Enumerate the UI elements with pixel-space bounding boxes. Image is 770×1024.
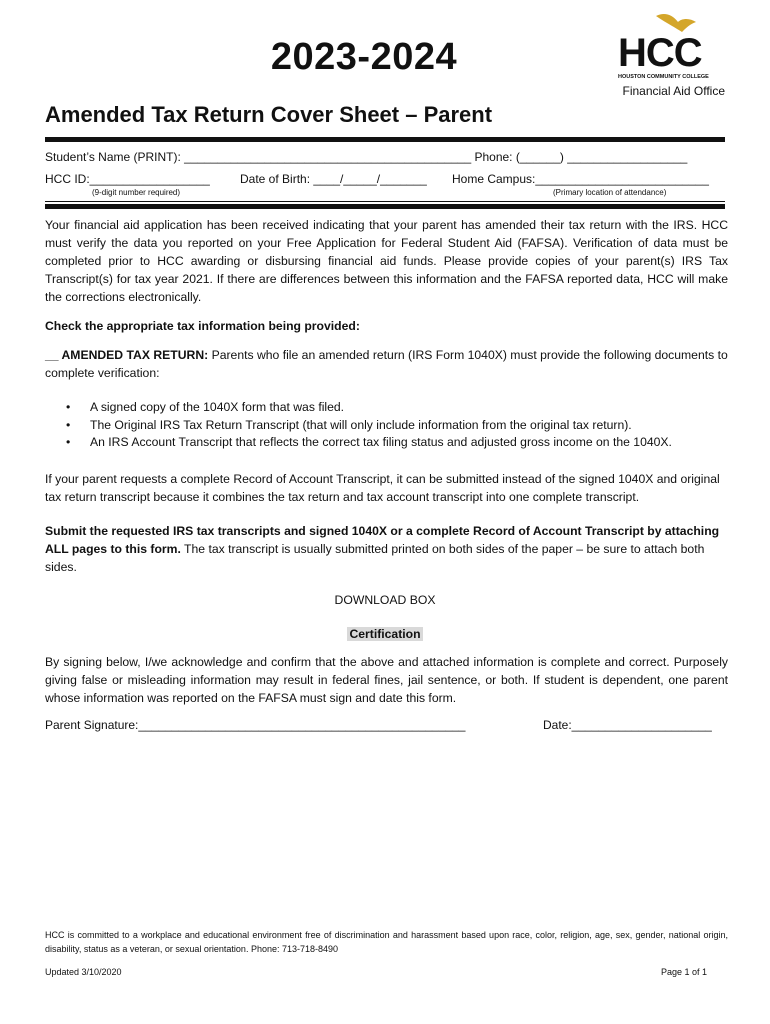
certification-text: By signing below, I/we acknowledge and confirm that the above and attached information is complete and correct. Purposely giving false or misleading information may result in federal fines, jail sentence, or both. If student is dependent, one parent whose information was reported on the FAFSA must sign and date this form. [45,655,728,705]
list-item: • An IRS Account Transcript that reflects the correct tax filing status and adjusted gross income on the 1040X. [66,434,726,452]
header-divider [45,137,725,142]
fields-divider [45,204,725,209]
bird-icon [656,14,696,32]
required-documents-list [66,399,726,452]
page-title: Amended Tax Return Cover Sheet – Parent [45,102,493,127]
submit-instructions-text: The tax transcript is usually submitted printed on both sides of the paper – be sure to attach both sides. [45,542,705,574]
office-label: Financial Aid Office [622,84,725,98]
amended-description: Parents who file an amended return (IRS Form 1040X) must provide the following documents to complete verification: [45,348,728,380]
updated-date: Updated 3/10/2020 [45,967,122,977]
date-of-birth-field[interactable]: Date of Birth: ____/_____/_______ [240,172,427,186]
signature-date-field[interactable]: Date:_____________________ [543,718,712,732]
nondiscrimination-notice: HCC is committed to a workplace and educational environment free of discrimination and harassment based upon race, color, religion, age, sex, gender, national origin, disability, status as a veteran, or sexual orientation. Phone: 713-718-8490 [45,930,728,954]
svg-text:HCC: HCC [618,31,702,75]
list-item: • A signed copy of the 1040X form that was filed. [66,399,726,417]
page-number: Page 1 of 1 [661,967,708,977]
parent-signature-field[interactable]: Parent Signature:_________________________________________________ [45,718,466,732]
record-of-account-paragraph: If your parent requests a complete Record of Account Transcript, it can be submitted instead of the signed 1040X and original tax return transcript because it combines the tax return and tax account transcript into one complete transcript. [45,472,720,504]
student-name-phone-line[interactable]: Student’s Name (PRINT): ___________________________________________ Phone: (______) __________________ [45,150,688,164]
certification-heading: Certification [349,627,421,641]
hcc-logo [616,10,728,82]
submit-instructions [45,522,728,576]
certification-heading-wrap [0,627,770,641]
amended-checkbox-label[interactable]: __ AMENDED TAX RETURN: [45,348,209,362]
fields-divider-thin [45,201,725,202]
school-year: 2023-2024 [270,36,458,78]
home-campus-hint: (Primary location of attendance) [553,188,667,197]
list-item: • The Original IRS Tax Return Transcript (that will only include information from the original tax return). [66,417,726,435]
download-box[interactable]: DOWNLOAD BOX [334,593,436,607]
amended-section [45,346,728,382]
hcc-id-field[interactable]: HCC ID:__________________ [45,172,210,186]
check-heading: Check the appropriate tax information being provided: [45,319,360,333]
home-campus-field[interactable]: Home Campus:__________________________ [452,172,709,186]
hcc-id-hint: (9-digit number required) [92,188,181,197]
intro-paragraph: Your financial aid application has been received indicating that your parent has amended their tax return with the IRS. HCC must verify the data you reported on your Free Application for Federal Student Aid (FAFSA). Verification of data must be completed prior to HCC awarding or disbursing financial aid funds. Please provide copies of your parent(s) IRS Tax Transcript(s) for tax year 2021. If there are differences between this information and the FAFSA reported data, HCC will make the corrections electronically. [45,218,728,304]
submit-instructions-bold: Submit the requested IRS tax transcripts and signed 1040X or a complete Record of Account Transcript by attaching ALL pages to this form. [45,524,720,556]
svg-text:HOUSTON COMMUNITY COLLEGE: HOUSTON COMMUNITY COLLEGE [618,74,709,80]
